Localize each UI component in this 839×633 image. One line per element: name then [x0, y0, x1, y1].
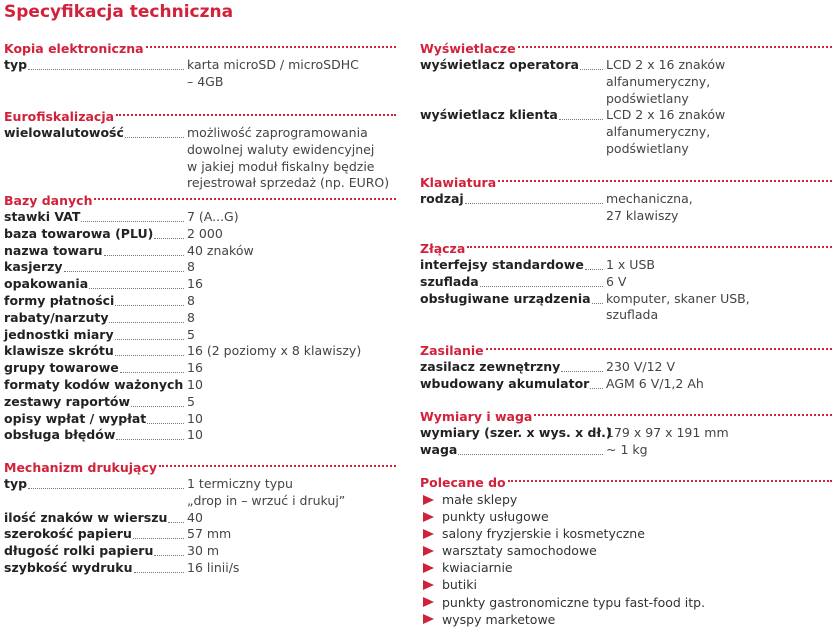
- spec-value: [187, 310, 396, 327]
- spec-row: [420, 257, 832, 274]
- spec-row: [4, 510, 396, 527]
- spec-label: wbudowany akumulator: [420, 375, 590, 391]
- recommended-item: [420, 594, 832, 611]
- section-title: Mechanizm drukujący: [4, 460, 157, 475]
- spec-label: jednostki miary: [4, 326, 114, 342]
- spec-key: [4, 526, 187, 543]
- spec-key: [4, 226, 187, 243]
- spec-value-line: alfanumeryczny,: [606, 124, 711, 140]
- spec-key: [4, 394, 187, 411]
- spec-key: [4, 476, 187, 510]
- section-header: [420, 240, 832, 257]
- spec-value: [187, 226, 396, 243]
- section-klawiatura: [420, 174, 832, 225]
- spec-value: [187, 394, 396, 411]
- spec-value-line: 16 linii/s: [187, 559, 240, 575]
- recommended-item-label: kwiaciarnie: [442, 560, 513, 576]
- spec-label: wymiary (szer. x wys. x dł.): [420, 425, 612, 440]
- recommended-item-label: małe sklepy: [442, 492, 518, 507]
- spec-key: [420, 57, 606, 107]
- section-header: [420, 408, 832, 425]
- spec-value-line: 10: [187, 376, 203, 392]
- spec-value: [187, 360, 396, 377]
- spec-key: [4, 327, 187, 344]
- spec-label: długość rolki papieru: [4, 543, 154, 559]
- spec-label: interfejsy standardowe: [420, 257, 584, 272]
- section-title: Zasilanie: [420, 343, 484, 358]
- recommended-item-label: warsztaty samochodowe: [442, 543, 597, 559]
- spec-value: [187, 57, 396, 91]
- spec-value-line: 6 V: [606, 273, 627, 289]
- spec-value-line: „drop in – wrzuć i drukuj”: [187, 492, 346, 508]
- spec-value-line: 5: [187, 326, 195, 342]
- leader-dots: [458, 442, 603, 455]
- leader-dots: [580, 57, 603, 70]
- spec-row: [4, 427, 396, 444]
- spec-value: [187, 377, 396, 394]
- spec-value-line: karta microSD / microSDHC: [187, 57, 359, 72]
- spec-row: [420, 291, 832, 325]
- spec-value-line: – 4GB: [187, 73, 224, 89]
- spec-row: [4, 276, 396, 293]
- spec-value-line: 8: [187, 309, 195, 325]
- spec-value: [606, 291, 832, 325]
- spec-row: [4, 259, 396, 276]
- recommended-item-label: wyspy marketowe: [442, 611, 556, 627]
- spec-value-line: komputer, skaner USB,: [606, 290, 750, 306]
- leader-dots: [465, 191, 603, 204]
- leader-dots: [104, 243, 184, 256]
- page-title: Specyfikacja techniczna: [4, 2, 234, 22]
- spec-value-line: 10: [187, 410, 203, 426]
- leader-dots: [116, 427, 184, 440]
- spec-key: [4, 310, 187, 327]
- spec-row: [4, 360, 396, 377]
- leader-dots: [154, 543, 184, 556]
- section-title: Kopia elektroniczna: [4, 41, 144, 56]
- spec-row: [420, 359, 832, 376]
- spec-value-line: 230 V/12 V: [606, 359, 676, 374]
- spec-row: [4, 526, 396, 543]
- spec-row: [4, 209, 396, 226]
- section-header: [4, 459, 396, 476]
- section-zlacza: [420, 240, 832, 324]
- recommended-item-label: salony fryzjerskie i kosmetyczne: [442, 526, 645, 542]
- leader-dots: [89, 276, 184, 289]
- spec-value-line: alfanumeryczny,: [606, 73, 711, 89]
- spec-label: klawisze skrótu: [4, 343, 114, 359]
- spec-key: [420, 191, 606, 225]
- spec-key: [420, 107, 606, 157]
- spec-value-line: 179 x 97 x 191 mm: [606, 425, 729, 440]
- section-divider: [498, 180, 832, 182]
- recommended-item-label: punkty gastronomiczne typu fast-food itp.: [442, 594, 706, 610]
- spec-row: [4, 327, 396, 344]
- spec-key: [420, 274, 606, 291]
- arrow-right-icon: [423, 563, 434, 573]
- section-divider: [146, 46, 396, 48]
- spec-label: opakowania: [4, 276, 89, 292]
- spec-value: [187, 476, 396, 510]
- section-title: Wyświetlacze: [420, 41, 516, 56]
- spec-key: [420, 359, 606, 376]
- spec-label: formy płatności: [4, 292, 115, 308]
- arrow-right-icon: [423, 529, 434, 539]
- section-divider: [486, 348, 832, 350]
- leader-dots: [64, 259, 184, 272]
- spec-row: [420, 274, 832, 291]
- leader-dots: [134, 560, 185, 573]
- leader-dots: [592, 291, 603, 304]
- spec-row: [4, 293, 396, 310]
- spec-value-line: 8: [187, 259, 195, 275]
- leader-dots: [590, 376, 603, 389]
- recommended-item: [420, 525, 832, 542]
- recommended-item: [420, 576, 832, 593]
- spec-row: [4, 226, 396, 243]
- spec-label: nazwa towaru: [4, 242, 103, 258]
- spec-value-line: 1 termiczny typu: [187, 476, 293, 491]
- spec-value: [187, 411, 396, 428]
- spec-value-line: AGM 6 V/1,2 Ah: [606, 375, 704, 391]
- spec-row: [4, 243, 396, 260]
- arrow-right-icon: [423, 597, 434, 607]
- spec-value: [606, 376, 832, 393]
- leader-dots: [109, 310, 184, 323]
- section-divider: [116, 114, 396, 116]
- spec-label: obsługiwane urządzenia: [420, 290, 591, 306]
- leader-dots: [115, 343, 184, 356]
- spec-value-line: mechaniczna,: [606, 191, 693, 206]
- section-title: Polecane do: [420, 475, 506, 490]
- spec-label: szerokość papieru: [4, 526, 132, 542]
- section-divider: [518, 46, 832, 48]
- spec-label: wielowalutowość: [4, 125, 124, 140]
- spec-value: [187, 276, 396, 293]
- spec-value-line: możliwość zaprogramowania: [187, 125, 368, 140]
- spec-row: [420, 376, 832, 393]
- spec-key: [4, 125, 187, 192]
- spec-value: [606, 442, 832, 459]
- spec-value-line: 5: [187, 393, 195, 409]
- spec-row: [420, 442, 832, 459]
- spec-key: [420, 442, 606, 459]
- section-kopia-elektroniczna: [4, 40, 396, 91]
- leader-dots: [81, 209, 184, 222]
- section-bazy-danych: [4, 192, 396, 444]
- leader-dots: [585, 257, 603, 270]
- section-divider: [94, 198, 396, 200]
- spec-value: [187, 543, 396, 560]
- spec-value-line: 10: [187, 427, 203, 443]
- spec-row: [4, 377, 396, 394]
- spec-key: [4, 276, 187, 293]
- spec-value: [187, 243, 396, 260]
- leader-dots: [561, 359, 603, 372]
- spec-value-line: podświetlany: [606, 140, 689, 156]
- spec-label: typ: [4, 476, 28, 491]
- spec-value: [606, 274, 832, 291]
- leader-dots: [115, 327, 184, 340]
- section-header: [420, 40, 832, 57]
- spec-label: formaty kodów ważonych: [4, 376, 184, 392]
- section-mechanizm-drukujacy: [4, 459, 396, 577]
- spec-value-line: 7 (A...G): [187, 209, 239, 224]
- section-title: Klawiatura: [420, 175, 497, 190]
- spec-row: [4, 411, 396, 428]
- spec-key: [4, 360, 187, 377]
- arrow-right-icon: [423, 495, 434, 505]
- spec-value-line: 16: [187, 276, 203, 292]
- section-recommended: [420, 474, 832, 628]
- spec-row: [4, 394, 396, 411]
- spec-value-line: ~ 1 kg: [606, 441, 648, 457]
- section-zasilanie: [420, 342, 832, 393]
- recommended-item: [420, 542, 832, 559]
- section-header: [4, 108, 396, 125]
- spec-value: [606, 191, 832, 225]
- leader-dots: [480, 274, 603, 287]
- leader-dots: [154, 226, 184, 239]
- recommended-item: [420, 508, 832, 525]
- spec-row: [4, 343, 396, 360]
- spec-label: zestawy raportów: [4, 393, 131, 409]
- section-title: Bazy danych: [4, 193, 93, 208]
- spec-value: [187, 510, 396, 527]
- recommended-item: [420, 491, 832, 508]
- spec-label: rodzaj: [420, 191, 464, 206]
- spec-value: [606, 425, 832, 442]
- section-eurofiskalizacja: [4, 108, 396, 192]
- section-header: [4, 40, 396, 57]
- leader-dots: [133, 526, 184, 539]
- spec-label: zasilacz zewnętrzny: [420, 359, 561, 374]
- arrow-right-icon: [423, 512, 434, 522]
- spec-label: obsługa błędów: [4, 427, 116, 443]
- spec-row: [4, 476, 396, 510]
- spec-row: [4, 543, 396, 560]
- spec-label: baza towarowa (PLU): [4, 225, 154, 241]
- section-header: [420, 474, 832, 491]
- spec-value: [187, 327, 396, 344]
- spec-label: grupy towarowe: [4, 360, 119, 376]
- spec-key: [420, 425, 612, 442]
- spec-key: [420, 376, 606, 393]
- spec-value-line: 8: [187, 292, 195, 308]
- spec-key: [4, 57, 187, 91]
- spec-value: [187, 427, 396, 444]
- spec-value-line: 1 x USB: [606, 257, 655, 272]
- spec-row: [4, 57, 396, 91]
- spec-key: [4, 377, 187, 394]
- section-divider: [534, 414, 832, 416]
- spec-value-line: rejestrował sprzedaż (np. EURO): [187, 175, 390, 191]
- spec-value-line: 30 m: [187, 543, 220, 559]
- spec-key: [4, 293, 187, 310]
- section-divider: [467, 246, 832, 248]
- leader-dots: [120, 360, 184, 373]
- leader-dots: [131, 394, 184, 407]
- spec-key: [4, 560, 187, 577]
- spec-value: [606, 57, 832, 107]
- spec-value-line: LCD 2 x 16 znaków: [606, 107, 726, 123]
- spec-value-line: dowolnej waluty ewidencyjnej: [187, 141, 375, 157]
- section-header: [4, 192, 396, 209]
- spec-value: [606, 107, 832, 157]
- spec-value-line: 27 klawiszy: [606, 207, 679, 223]
- section-header: [420, 174, 832, 191]
- spec-label: ilość znaków w wierszu: [4, 509, 168, 525]
- arrow-right-icon: [423, 546, 434, 556]
- spec-value: [187, 526, 396, 543]
- spec-value: [187, 560, 396, 577]
- section-title: Eurofiskalizacja: [4, 109, 115, 124]
- spec-value: [187, 125, 396, 192]
- arrow-right-icon: [423, 614, 434, 624]
- section-title: Złącza: [420, 241, 466, 256]
- spec-value: [606, 257, 832, 274]
- spec-label: stawki VAT: [4, 209, 81, 224]
- spec-value-line: 57 mm: [187, 526, 232, 542]
- recommended-item-label: butiki: [442, 577, 477, 593]
- spec-label: rabaty/narzuty: [4, 309, 109, 325]
- spec-value-line: 16 (2 poziomy x 8 klawiszy): [187, 343, 362, 359]
- spec-row: [4, 125, 396, 192]
- section-divider: [508, 480, 832, 482]
- spec-label: typ: [4, 57, 28, 72]
- spec-key: [4, 243, 187, 260]
- leader-dots: [28, 57, 184, 70]
- section-wymiary-i-waga: [420, 408, 832, 459]
- spec-value-line: 40: [187, 509, 203, 525]
- spec-key: [4, 259, 187, 276]
- spec-value-line: LCD 2 x 16 znaków: [606, 57, 726, 72]
- spec-label: kasjerzy: [4, 259, 63, 275]
- section-title: Wymiary i waga: [420, 409, 533, 424]
- leader-dots: [115, 293, 184, 306]
- spec-key: [4, 427, 187, 444]
- leader-dots: [168, 510, 184, 523]
- spec-row: [420, 57, 832, 107]
- spec-row: [420, 425, 832, 442]
- section-wyswietlacze: [420, 40, 832, 158]
- spec-value-line: 40 znaków: [187, 242, 254, 258]
- spec-key: [420, 257, 606, 274]
- spec-value-line: szuflada: [606, 307, 659, 323]
- section-divider: [159, 465, 396, 467]
- spec-label: wyświetlacz operatora: [420, 57, 579, 72]
- leader-dots: [147, 411, 184, 424]
- spec-key: [4, 411, 187, 428]
- spec-key: [4, 209, 187, 226]
- spec-value: [187, 209, 396, 226]
- leader-dots: [125, 125, 184, 138]
- spec-value: [187, 343, 396, 360]
- spec-row: [4, 310, 396, 327]
- recommended-item-label: punkty usługowe: [442, 509, 549, 525]
- spec-value-line: w jakiej moduł fiskalny będzie: [187, 158, 375, 174]
- spec-label: szuflada: [420, 273, 479, 289]
- spec-label: waga: [420, 441, 458, 457]
- spec-key: [4, 510, 187, 527]
- spec-value: [606, 359, 832, 376]
- spec-value-line: 16: [187, 360, 203, 376]
- spec-value: [187, 259, 396, 276]
- spec-row: [4, 560, 396, 577]
- section-header: [420, 342, 832, 359]
- spec-key: [4, 343, 187, 360]
- spec-label: wyświetlacz klienta: [420, 107, 558, 123]
- leader-dots: [28, 476, 184, 489]
- spec-value: [187, 293, 396, 310]
- recommended-item: [420, 611, 832, 628]
- recommended-item: [420, 559, 832, 576]
- spec-key: [420, 291, 606, 325]
- spec-row: [420, 191, 832, 225]
- spec-row: [420, 107, 832, 157]
- leader-dots: [559, 107, 603, 120]
- arrow-right-icon: [423, 580, 434, 590]
- spec-label: szybkość wydruku: [4, 559, 133, 575]
- spec-value-line: 2 000: [187, 225, 223, 241]
- spec-label: opisy wpłat / wypłat: [4, 410, 147, 426]
- spec-value-line: podświetlany: [606, 90, 689, 106]
- spec-key: [4, 543, 187, 560]
